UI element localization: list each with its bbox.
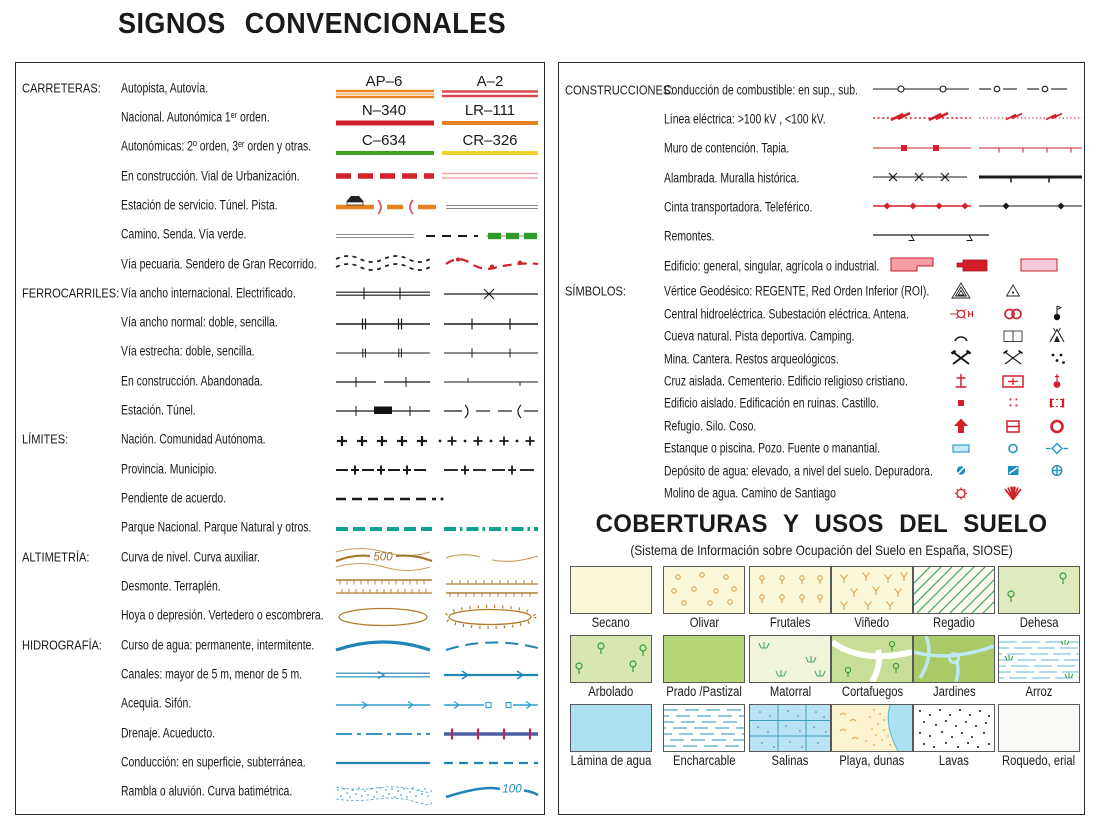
row-label: Vía ancho normal: doble, sencilla. xyxy=(121,314,278,330)
secano-swatch-icon xyxy=(570,566,652,614)
playa-dunas-swatch-icon xyxy=(831,704,913,752)
legend-row xyxy=(16,220,544,249)
legend-row xyxy=(559,222,1084,251)
legend-row xyxy=(16,249,544,278)
jardines-swatch-icon xyxy=(913,635,995,683)
landcover-cell xyxy=(831,566,913,632)
row-label: Curva de nivel. Curva auxiliar. xyxy=(121,549,260,565)
landcover-subtitle: (Sistema de Información sobre Ocupación del Suelo en España, SIOSE) xyxy=(630,542,1013,558)
salinas-swatch-icon xyxy=(749,704,831,752)
row-label: Autopista, Autovía. xyxy=(121,80,209,96)
estacion-servicio-tunel-pista-icon xyxy=(334,191,539,219)
landcover-label: Roquedo, erial xyxy=(1002,753,1076,768)
landcover-label: Salinas xyxy=(771,753,809,768)
landcover-grid xyxy=(563,566,1080,770)
landcover-label: Jardines xyxy=(932,684,976,699)
row-label: Nacional. Autonómica 1ᵉʳ orden. xyxy=(121,109,270,125)
row-label: En construcción. Abandonada. xyxy=(121,373,263,389)
landcover-cell xyxy=(749,704,831,770)
cinta-teleferico-icon xyxy=(871,194,1084,218)
landcover-cell xyxy=(995,635,1082,701)
legend-row xyxy=(559,192,1084,221)
legend-row xyxy=(559,75,1084,104)
landcover-cell xyxy=(563,566,659,632)
refugio-silo-coso-icon xyxy=(941,415,1076,437)
category-label: SÍMBOLOS: xyxy=(565,283,626,299)
prado-swatch-icon xyxy=(663,635,745,683)
deposito-depuradora-icon xyxy=(941,459,1076,481)
frutales-swatch-icon xyxy=(749,566,831,614)
parque-nacional-icon xyxy=(334,514,539,542)
rambla-batimetrica-icon xyxy=(334,778,539,806)
category-label: CARRETERAS: xyxy=(22,80,101,96)
row-label: Molino de agua. Camino de Santiago xyxy=(664,485,836,501)
legend-row xyxy=(16,366,544,395)
row-label: Conducción: en superficie, subterránea. xyxy=(121,754,306,770)
legend-row xyxy=(16,161,544,190)
legend-row xyxy=(16,689,544,718)
row-label: Refugio. Silo. Coso. xyxy=(664,418,757,434)
svg-text:CR–326: CR–326 xyxy=(462,132,518,149)
estanque-pozo-fuente-icon xyxy=(941,437,1076,459)
row-label: En construcción. Vial de Urbanización. xyxy=(121,168,300,184)
landcover-label: Encharcable xyxy=(672,753,736,768)
landcover-label: Viñedo xyxy=(854,615,890,630)
estacion-tunel-icon xyxy=(334,396,539,424)
lavas-swatch-icon xyxy=(913,704,995,752)
mina-cantera-restos-icon xyxy=(941,347,1076,369)
autonomicas-icon xyxy=(334,133,539,161)
row-label: Depósito de agua: elevado, a nivel del suelo. Depuradora. xyxy=(664,463,933,478)
category-label: LÍMITES: xyxy=(22,431,69,447)
landcover-label: Dehesa xyxy=(1019,615,1059,630)
row-label: Hoya o depresión. Vertedero o escombrera. xyxy=(121,607,324,623)
limite-nacion-comunidad-icon xyxy=(334,426,539,454)
linea-electrica-icon xyxy=(871,106,1084,130)
landcover-cell xyxy=(563,704,659,770)
row-label: Camino. Senda. Vía verde. xyxy=(121,226,247,242)
nacional-autonomica-icon xyxy=(334,103,539,131)
legend-row xyxy=(16,278,544,307)
acequia-sifon-icon xyxy=(334,690,539,718)
row-label: Nación. Comunidad Autónoma. xyxy=(121,431,266,447)
drenaje-acueducto-icon xyxy=(334,719,539,747)
svg-text:C–634: C–634 xyxy=(361,132,407,149)
landcover-label: Cortafuegos xyxy=(841,684,903,699)
legend-row xyxy=(16,190,544,219)
hoya-vertedero-icon xyxy=(334,602,539,630)
legend-row xyxy=(16,601,544,630)
landcover-label: Playa, dunas xyxy=(839,753,905,768)
row-label: Vía estrecha: doble, sencilla. xyxy=(121,343,255,359)
remontes-icon xyxy=(871,224,1084,248)
legend-row xyxy=(16,542,544,571)
limite-provincia-municipio-icon xyxy=(334,455,539,483)
legend-row xyxy=(559,415,1084,437)
category-label: ALTIMETRÍA: xyxy=(22,549,90,565)
svg-text:N–340: N–340 xyxy=(361,103,407,120)
vinedo-swatch-icon xyxy=(831,566,913,614)
legend-row xyxy=(16,777,544,806)
via-estrecha-icon xyxy=(334,338,539,366)
row-label: Central hidroeléctrica. Subestación eléctrica. Antena. xyxy=(664,306,910,322)
left-legend-panel xyxy=(15,62,545,815)
landcover-label: Frutales xyxy=(769,615,811,630)
arroz-swatch-icon xyxy=(998,635,1080,683)
row-label: Cruz aislada. Cementerio. Edificio religioso cristiano. xyxy=(664,373,908,389)
desmonte-terraplen-icon xyxy=(334,572,539,600)
category-label: HIDROGRAFÍA: xyxy=(22,637,103,653)
legend-row xyxy=(559,251,1084,280)
legend-row xyxy=(16,483,544,512)
legend-row xyxy=(559,392,1084,414)
row-label: Estanque o piscina. Pozo. Fuente o manantial. xyxy=(664,440,880,456)
landcover-cell xyxy=(749,635,831,701)
via-internacional-electrificado-icon xyxy=(334,279,539,307)
row-label: Acequia. Sifón. xyxy=(121,695,192,711)
row-label: Parque Nacional. Parque Natural y otros. xyxy=(121,519,312,535)
row-label: Pendiente de acuerdo. xyxy=(121,490,227,506)
curva-nivel-icon xyxy=(334,543,539,571)
camino-senda-viaverde-icon xyxy=(334,221,539,249)
landcover-label: Lámina de agua xyxy=(570,753,652,768)
landcover-cell xyxy=(831,704,913,770)
legend-row xyxy=(559,163,1084,192)
dehesa-swatch-icon xyxy=(998,566,1080,614)
landcover-cell xyxy=(659,566,749,632)
legend-row xyxy=(16,747,544,776)
landcover-cell xyxy=(995,704,1082,770)
conduccion-icon xyxy=(334,748,539,776)
legend-row xyxy=(16,308,544,337)
row-label: Drenaje. Acueducto. xyxy=(121,725,216,741)
matorral-swatch-icon xyxy=(749,635,831,683)
curso-agua-icon xyxy=(334,631,539,659)
legend-row xyxy=(559,134,1084,163)
roquedo-swatch-icon xyxy=(998,704,1080,752)
cortafuegos-swatch-icon xyxy=(831,635,913,683)
legend-row xyxy=(16,454,544,483)
row-label: Canales: mayor de 5 m, menor de 5 m. xyxy=(121,666,303,682)
row-label: Rambla o aluvión. Curva batimétrica. xyxy=(121,783,293,799)
pendiente-acuerdo-icon xyxy=(334,484,539,512)
regadio-swatch-icon xyxy=(913,566,995,614)
legend-row xyxy=(559,482,1084,504)
legend-row xyxy=(16,73,544,102)
legend-row xyxy=(16,513,544,542)
legend-row xyxy=(16,132,544,161)
landcover-cell xyxy=(913,635,995,701)
svg-text:LR–111: LR–111 xyxy=(464,103,516,120)
legend-row xyxy=(559,370,1084,392)
edificio-tipos-icon xyxy=(871,253,1084,277)
legend-row xyxy=(16,659,544,688)
vertice-geodesico-icon xyxy=(941,280,1076,302)
road-badge: AP–6 xyxy=(365,74,403,90)
canales-icon xyxy=(334,660,539,688)
row-label: Desmonte. Terraplén. xyxy=(121,578,221,594)
landcover-cell xyxy=(913,566,995,632)
via-pecuaria-gr-icon xyxy=(334,250,539,278)
landcover-cell xyxy=(913,704,995,770)
landcover-cell xyxy=(749,566,831,632)
road-badge: A–2 xyxy=(476,74,504,90)
row-label: Curso de agua: permanente, intermitente. xyxy=(121,637,315,653)
cruz-cementerio-religioso-icon xyxy=(941,370,1076,392)
category-label: FERROCARRILES: xyxy=(22,285,120,301)
landcover-label: Secano xyxy=(591,615,631,630)
legend-row xyxy=(559,280,1084,302)
cueva-pista-camping-icon xyxy=(941,325,1076,347)
right-legend-panel xyxy=(558,62,1085,815)
row-label: Alambrada. Muralla histórica. xyxy=(664,170,800,186)
lamina-agua-swatch-icon xyxy=(570,704,652,752)
landcover-label: Arbolado xyxy=(588,684,634,699)
row-label: Autonómicas: 2º orden, 3ᵉʳ orden y otras. xyxy=(121,138,312,154)
legend-row xyxy=(559,347,1084,369)
arbolado-swatch-icon xyxy=(570,635,652,683)
landcover-cell xyxy=(563,635,659,701)
landcover-cell xyxy=(831,635,913,701)
legend-row xyxy=(16,630,544,659)
legend-row xyxy=(559,303,1084,325)
row-label: Estación. Túnel. xyxy=(121,402,196,418)
row-label: Vía ancho internacional. Electrificado. xyxy=(121,285,296,301)
molino-santiago-icon xyxy=(941,482,1076,504)
legend-row xyxy=(16,571,544,600)
legend-row xyxy=(559,437,1084,459)
legend-row xyxy=(16,102,544,131)
category-label: CONSTRUCCIONES: xyxy=(565,82,674,98)
landcover-header xyxy=(559,510,1084,558)
via-normal-icon xyxy=(334,309,539,337)
bathymetric-label: 100 xyxy=(502,783,522,795)
alambrada-muralla-icon xyxy=(871,165,1084,189)
row-label: Provincia. Municipio. xyxy=(121,461,217,477)
legend-row xyxy=(16,395,544,424)
landcover-cell xyxy=(995,566,1082,632)
muro-tapia-icon xyxy=(871,136,1084,160)
legend-row xyxy=(16,718,544,747)
aislado-ruinas-castillo-icon xyxy=(941,392,1076,414)
row-label: Línea eléctrica: >100 kV , <100 kV. xyxy=(664,111,826,127)
landcover-title: COBERTURAS Y USOS DEL SUELO xyxy=(595,510,1048,538)
row-label: Edificio: general, singular, agrícola o industrial. xyxy=(664,258,880,274)
row-label: Cinta transportadora. Teleférico. xyxy=(664,199,813,215)
encharcable-swatch-icon xyxy=(663,704,745,752)
legend-row xyxy=(559,104,1084,133)
construccion-vial-icon xyxy=(334,162,539,190)
row-label: Cueva natural. Pista deportiva. Camping. xyxy=(664,328,855,344)
landcover-label: Matorral xyxy=(769,684,811,699)
ferrocarril-construccion-abandonada-icon xyxy=(334,367,539,395)
row-label: Mina. Cantera. Restos arqueológicos. xyxy=(664,351,839,367)
olivar-swatch-icon xyxy=(663,566,745,614)
landcover-label: Arroz xyxy=(1025,684,1053,699)
row-label: Edificio aislado. Edificación en ruinas. Castillo. xyxy=(664,395,879,411)
legend-row xyxy=(559,325,1084,347)
landcover-cell xyxy=(659,704,749,770)
landcover-cell xyxy=(659,635,749,701)
contour-label: 500 xyxy=(373,551,393,564)
row-label: Muro de contención. Tapia. xyxy=(664,140,790,156)
landcover-label: Olivar xyxy=(689,615,719,630)
conduccion-combustible-icon xyxy=(871,77,1084,101)
hydroelectric-h-label: H xyxy=(967,308,974,319)
legend-row xyxy=(16,425,544,454)
landcover-label: Prado /Pastizal xyxy=(666,684,742,699)
row-label: Estación de servicio. Túnel. Pista. xyxy=(121,197,278,213)
legend-row xyxy=(16,337,544,366)
landcover-label: Regadio xyxy=(933,615,976,630)
row-label: Remontes. xyxy=(664,228,715,244)
page-title: SIGNOS CONVENCIONALES xyxy=(118,8,507,40)
row-label: Vía pecuaria. Sendero de Gran Recorrido. xyxy=(121,256,317,272)
central-subestacion-antena-icon xyxy=(941,303,1076,325)
row-label: Conducción de combustible: en sup., sub. xyxy=(664,82,858,98)
row-label: Vértice Geodésico: REGENTE, Red Orden Inferior (ROI). xyxy=(664,283,930,299)
legend-row xyxy=(559,459,1084,481)
landcover-label: Lavas xyxy=(939,753,970,768)
autopista-autovia-icon xyxy=(334,74,539,102)
